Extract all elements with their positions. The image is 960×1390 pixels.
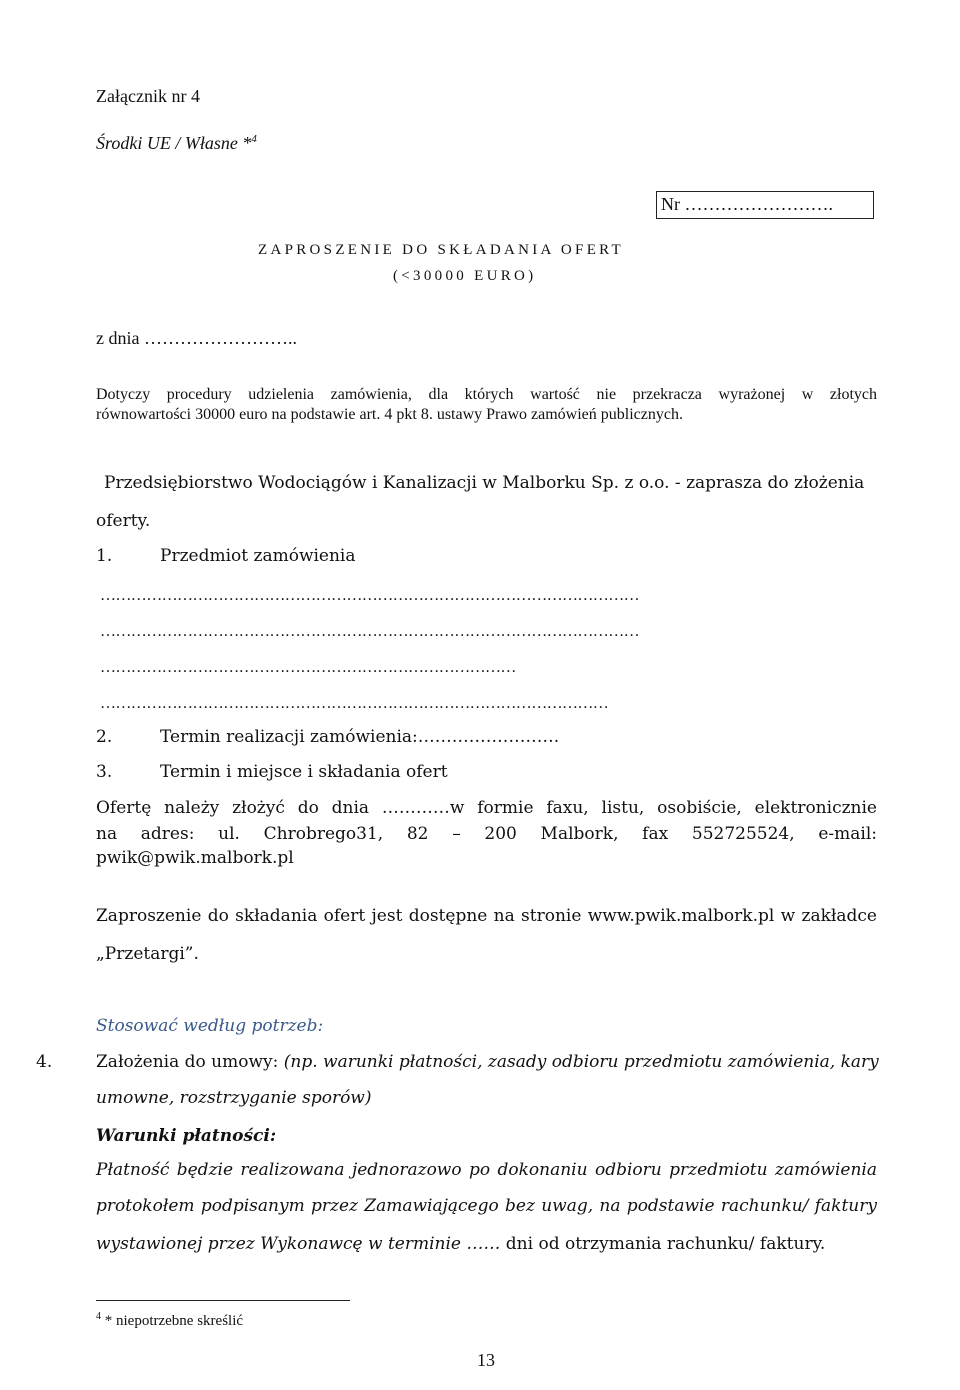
document-subtitle: (<30000 EURO) bbox=[393, 268, 537, 284]
document-title: ZAPROSZENIE DO SKŁADANIA OFERT bbox=[258, 242, 625, 258]
section-4-hint-cont: umowne, rozstrzyganie sporów) bbox=[96, 1088, 372, 1108]
payment-line-3-italic: wystawionej przez Wykonawcę w terminie …… bbox=[96, 1234, 501, 1254]
placeholder-dots-3: ……………………………………………………………………… bbox=[100, 659, 516, 676]
footnote bbox=[96, 1311, 243, 1330]
placeholder-dots-4: ……………………………………………………………………………………… bbox=[100, 695, 609, 712]
funding-source bbox=[96, 133, 257, 154]
payment-line-3-rest: dni od otrzymania rachunku/ faktury. bbox=[500, 1234, 826, 1254]
section-2-title: Termin realizacji zamówienia:……………………. bbox=[160, 727, 560, 747]
document-number: Nr ……………………. bbox=[661, 194, 833, 214]
funding-footnote-ref: 4 bbox=[251, 133, 257, 145]
section-3-title: Termin i miejsce i składania ofert bbox=[160, 762, 448, 782]
section-2-number: 2. bbox=[96, 727, 113, 747]
section-4-heading bbox=[96, 1052, 879, 1072]
funding-text: Środki UE / Własne * bbox=[96, 133, 252, 153]
section-1-number: 1. bbox=[96, 546, 113, 566]
placeholder-dots-2: …………………………………………………………………………………………… bbox=[100, 623, 640, 640]
section-3-number: 3. bbox=[96, 762, 113, 782]
page-number: 13 bbox=[477, 1350, 495, 1370]
placeholder-dots-1: …………………………………………………………………………………………… bbox=[100, 587, 640, 604]
section-4-title: Założenia do umowy: bbox=[96, 1052, 279, 1072]
website-line-2: „Przetargi”. bbox=[96, 944, 199, 964]
invitation-line-1: Przedsiębiorstwo Wodociągów i Kanalizacji w Malborku Sp. z o.o. - zaprasza do złożenia bbox=[104, 473, 865, 493]
offer-email: pwik@pwik.malbork.pl bbox=[96, 848, 294, 868]
website-line-1: Zaproszenie do składania ofert jest dostępne na stronie www.pwik.malbork.pl w zakładce bbox=[96, 906, 877, 926]
payment-line-1: Płatność będzie realizowana jednorazowo po dokonaniu odbioru przedmiotu zamówienia bbox=[96, 1160, 877, 1180]
footnote-separator bbox=[96, 1300, 350, 1301]
section-4-number: 4. bbox=[36, 1052, 53, 1072]
payment-heading: Warunki płatności: bbox=[96, 1126, 277, 1146]
offer-line-1: Ofertę należy złożyć do dnia …………w formie faxu, listu, osobiście, elektronicznie bbox=[96, 798, 877, 818]
footnote-mark: 4 bbox=[96, 1311, 101, 1322]
apply-note: Stosować według potrzeb: bbox=[96, 1016, 324, 1036]
footnote-text: * niepotrzebne skreślić bbox=[101, 1313, 244, 1329]
document-number-box bbox=[656, 191, 874, 219]
payment-line-3 bbox=[96, 1234, 825, 1254]
section-1-title: Przedmiot zamówienia bbox=[160, 546, 356, 566]
offer-line-2: na adres: ul. Chrobrego31, 82 – 200 Malbork, fax 552725524, e-mail: bbox=[96, 824, 877, 844]
date-line: z dnia …………………….. bbox=[96, 328, 297, 348]
procedure-line-1: Dotyczy procedury udzielenia zamówienia, dla których wartość nie przekracza wyrażonej w złotych bbox=[96, 386, 877, 403]
invitation-line-2: oferty. bbox=[96, 511, 151, 531]
procedure-line-2: równowartości 30000 euro na podstawie art. 4 pkt 8. ustawy Prawo zamówień publicznych. bbox=[96, 406, 683, 423]
section-4-hint: (np. warunki płatności, zasady odbioru przedmiotu zamówienia, kary bbox=[283, 1052, 879, 1072]
payment-line-2: protokołem podpisanym przez Zamawiającego bez uwag, na podstawie rachunku/ faktury bbox=[96, 1196, 877, 1216]
attachment-label: Załącznik nr 4 bbox=[96, 86, 200, 106]
